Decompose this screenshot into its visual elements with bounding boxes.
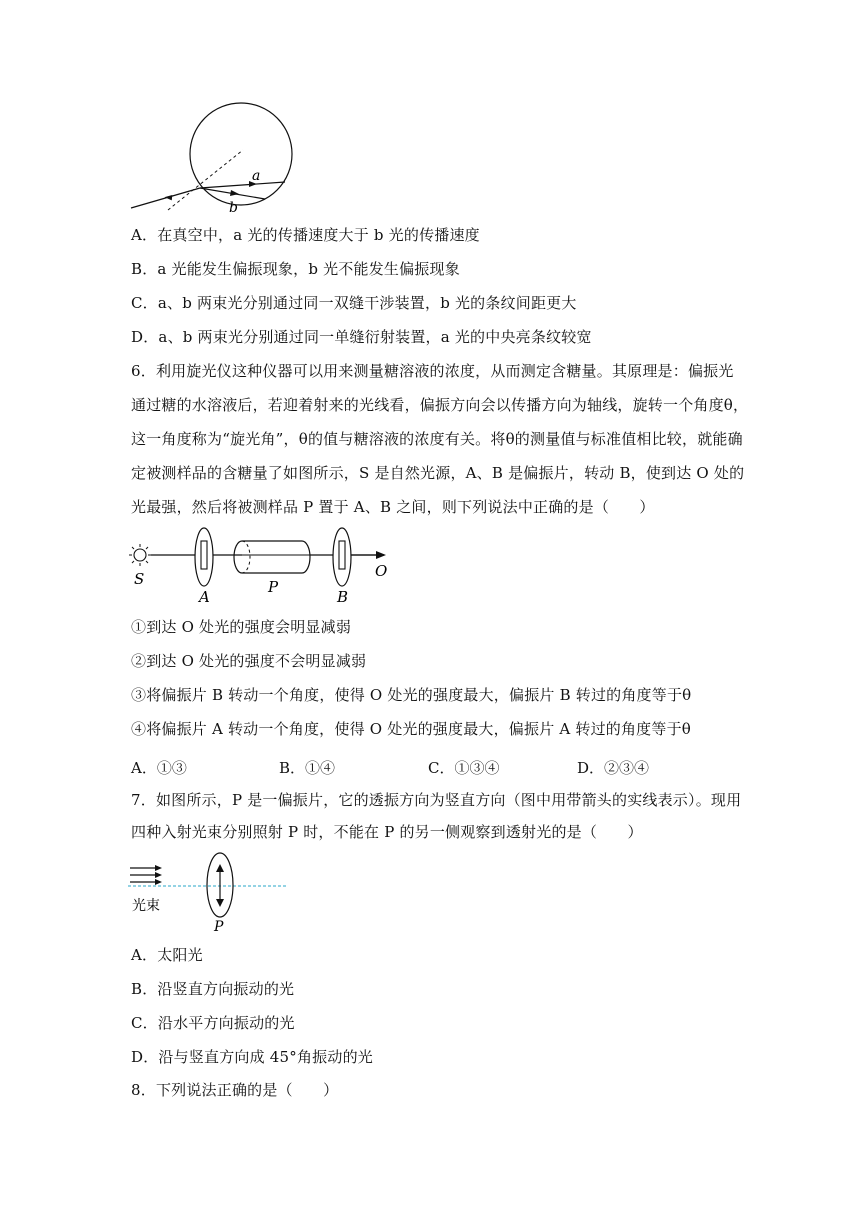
- polarizer-p-figure: [128, 848, 298, 934]
- ray-a: [200, 182, 285, 188]
- q5-option-d: D．a、b 两束光分别通过同一单缝衍射装置，a 光的中央亮条纹较宽: [131, 328, 592, 346]
- refraction-circle-figure: [125, 98, 305, 216]
- q6-stem-line-3: 这一角度称为“旋光角”，θ的值与糖溶液的浓度有关。将θ的测量值与标准值相比较，就能确: [131, 430, 743, 448]
- q8-stem: 8．下列说法正确的是（ ）: [131, 1081, 339, 1099]
- ray-b-arrow: [230, 190, 239, 196]
- q6-statement-3: ③将偏振片 B 转动一个角度，使得 O 处光的强度最大，偏振片 B 转过的角度等于θ: [131, 686, 692, 704]
- sample-tube: [234, 541, 310, 573]
- q6-option-a: A．①③: [131, 759, 187, 777]
- q5-option-b: B．a 光能发生偏振现象，b 光不能发生偏振现象: [131, 260, 460, 278]
- label-beam: 光束: [132, 898, 160, 914]
- q5-option-c: C．a、b 两束光分别通过同一双缝干涉装置，b 光的条纹间距更大: [131, 294, 577, 312]
- polarimeter-figure: [126, 524, 396, 606]
- label-a: a: [252, 168, 261, 184]
- q6-stem-line-2: 通过糖的水溶液后，若迎着射来的光线看，偏振方向会以传播方向为轴线，旋转一个角度θ，: [131, 396, 749, 414]
- glass-circle: [190, 103, 292, 205]
- q7-option-c: C．沿水平方向振动的光: [131, 1014, 295, 1032]
- q6-statement-4: ④将偏振片 A 转动一个角度，使得 O 处光的强度最大，偏振片 A 转过的角度等于θ: [131, 720, 692, 738]
- q6-option-c: C．①③④: [428, 759, 500, 777]
- q7-option-d: D．沿与竖直方向成 45°角振动的光: [131, 1048, 373, 1066]
- q7-option-b: B．沿竖直方向振动的光: [131, 980, 295, 998]
- q6-stem-line-1: 6．利用旋光仪这种仪器可以用来测量糖溶液的浓度，从而测定含糖量。其原理是：偏振光: [131, 362, 734, 380]
- label-p: P: [268, 578, 279, 596]
- polarizer-b: [333, 528, 351, 586]
- q6-option-d: D．②③④: [577, 759, 650, 777]
- incident-ray: [131, 188, 200, 208]
- q6-option-b: B．①④: [279, 759, 336, 777]
- label-a: A: [199, 588, 210, 606]
- label-s: S: [134, 570, 145, 588]
- q6-options: [131, 757, 751, 777]
- label-o: O: [375, 562, 388, 580]
- q7-stem-line-2: 四种入射光束分别照射 P 时，不能在 P 的另一侧观察到透射光的是（ ）: [131, 823, 643, 841]
- q6-stem-line-4: 定被测样品的含糖量了如图所示，S 是自然光源，A、B 是偏振片，转动 B，使到达 O 处的: [131, 464, 745, 482]
- q5-option-a: A．在真空中，a 光的传播速度大于 b 光的传播速度: [131, 226, 480, 244]
- label-b: b: [229, 200, 238, 216]
- q6-stem-line-5: 光最强，然后将被测样品 P 置于 A、B 之间，则下列说法中正确的是（ ）: [131, 498, 655, 516]
- q6-statement-1: ①到达 O 处光的强度会明显减弱: [131, 618, 352, 636]
- q7-option-a: A．太阳光: [131, 946, 203, 964]
- beam-arrows: [130, 865, 162, 885]
- q7-stem-line-1: 7．如图所示，P 是一偏振片，它的透振方向为竖直方向（图中用带箭头的实线表示）。现用: [131, 791, 742, 809]
- polarizer-a: [195, 528, 213, 586]
- label-p: P: [214, 919, 224, 934]
- q6-statement-2: ②到达 O 处光的强度不会明显减弱: [131, 652, 367, 670]
- sun-icon: [129, 544, 151, 566]
- label-b: B: [337, 588, 349, 606]
